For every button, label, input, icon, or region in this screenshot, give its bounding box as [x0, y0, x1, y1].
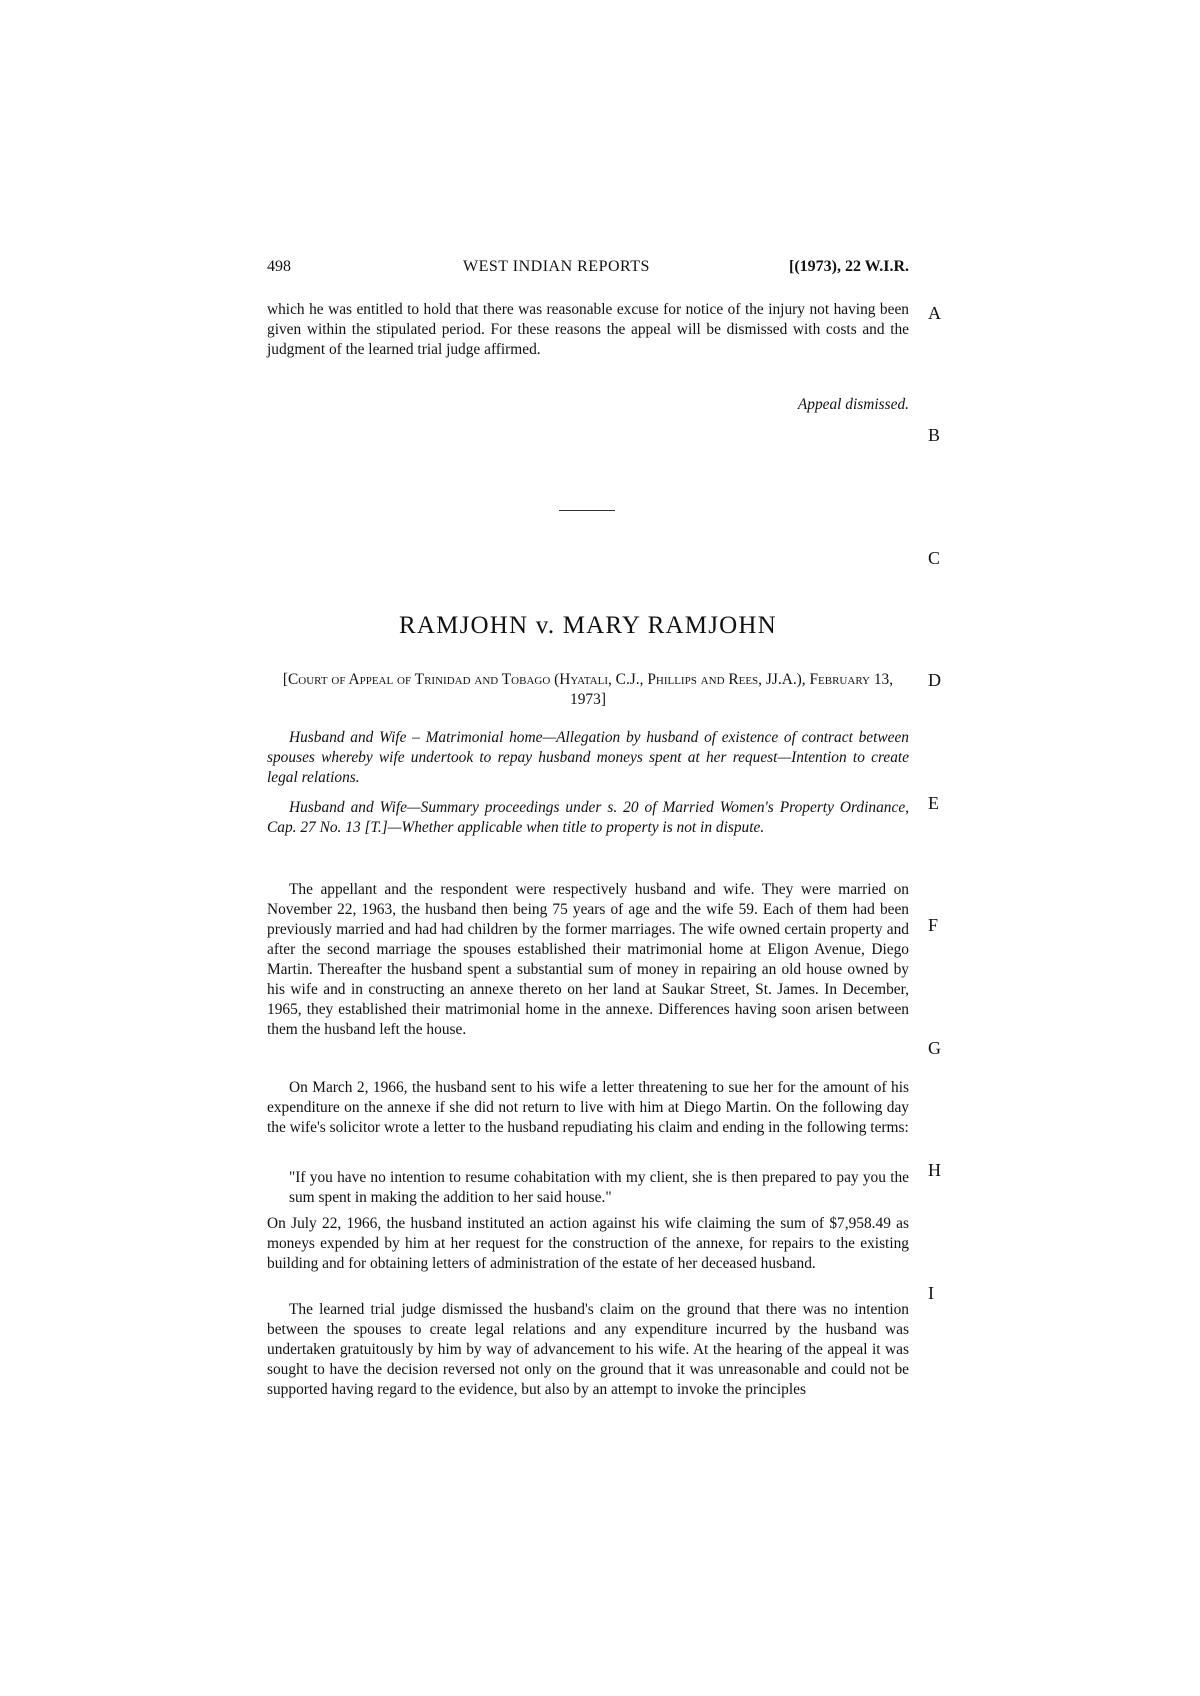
previous-case-closing-paragraph: which he was entitled to hold that there was reasonable excuse for notice of the injury not having been given within the stipulated period. For these reasons the appeal will be dismissed with costs and the judgment of the learned trial judge affirmed. [267, 301, 909, 358]
facts-paragraph-1: The appellant and the respondent were respectively husband and wife. They were married on November 22, 1963, the husband then being 75 years of age and the wife 59. Each of them had been previously married and had had children by the former marriages. The wife owned certain property and after the second marriage the spouses established their matrimonial home at Eligon Avenue, Diego Martin. Thereafter the husband spent a substantial sum of money in repairing an old house owned by his wife and in constructing an annexe thereto on her land at Saukar Street, St. James. In December, 1965, they established their matrimonial home in the annexe. Differences having soon arisen between them the husband left the house. [267, 881, 909, 1038]
margin-letter-g: G [928, 1038, 941, 1058]
previous-case-outcome: Appeal dismissed. [797, 396, 909, 413]
facts-paragraph-2: On March 2, 1966, the husband sent to his wife a letter threatening to sue her for the amount of his expenditure on the annexe if she did not return to live with him at Diego Martin. On the following day the wife's solicitor wrote a letter to the husband repudiating his claim and ending in the following terms: [267, 1079, 909, 1136]
case-title: RAMJOHN v. MARY RAMJOHN [399, 612, 777, 639]
headnote-2: Husband and Wife—Summary proceedings under s. 20 of Married Women's Property Ordinance, Cap. 27 No. 13 [T.]—Whether applicable when title to property is not in dispute. [267, 799, 909, 836]
facts-paragraph-3: On July 22, 1966, the husband instituted an action against his wife claiming the sum of $7,958.49 as moneys expended by him at her request for the construction of the annexe, for repairs to the existing building and for obtaining letters of administration of the estate of her deceased husband. [267, 1215, 909, 1272]
margin-letter-h: H [928, 1160, 941, 1180]
running-header [267, 258, 909, 282]
page-number: 498 [267, 258, 291, 275]
case-divider [559, 510, 615, 511]
court-and-date: [Court of Appeal of Trinidad and Tobago (Hyatali, C.J., Phillips and Rees, JJ.A.), February 13, 1973] [282, 671, 894, 708]
margin-letter-a: A [928, 303, 941, 323]
facts-paragraph-4: The learned trial judge dismissed the husband's claim on the ground that there was no intention between the spouses to create legal relations and any expenditure incurred by the husband was undertaken gratuitously by him by way of advancement to his wife. At the hearing of the appeal it was sought to have the decision reversed not only on the ground that it was unreasonable and could not be supported having regard to the evidence, but also by an attempt to invoke the principles [267, 1301, 909, 1398]
solicitor-letter-quote: "If you have no intention to resume cohabitation with my client, she is then prepared to pay you the sum spent in making the addition to her said house." [289, 1169, 909, 1206]
report-citation: [(1973), 22 W.I.R. [788, 258, 909, 275]
headnote-1: Husband and Wife – Matrimonial home—Allegation by husband of existence of contract between spouses whereby wife undertook to repay husband moneys spent at her request—Intention to create legal relations. [267, 729, 909, 786]
margin-letter-d: D [928, 670, 941, 690]
running-title: WEST INDIAN REPORTS [463, 258, 650, 275]
margin-letter-i: I [928, 1283, 934, 1303]
document-page [267, 0, 909, 1696]
margin-letter-f: F [928, 915, 939, 935]
margin-letter-e: E [928, 793, 939, 813]
margin-letter-c: C [928, 548, 941, 568]
margin-letter-b: B [928, 425, 941, 445]
